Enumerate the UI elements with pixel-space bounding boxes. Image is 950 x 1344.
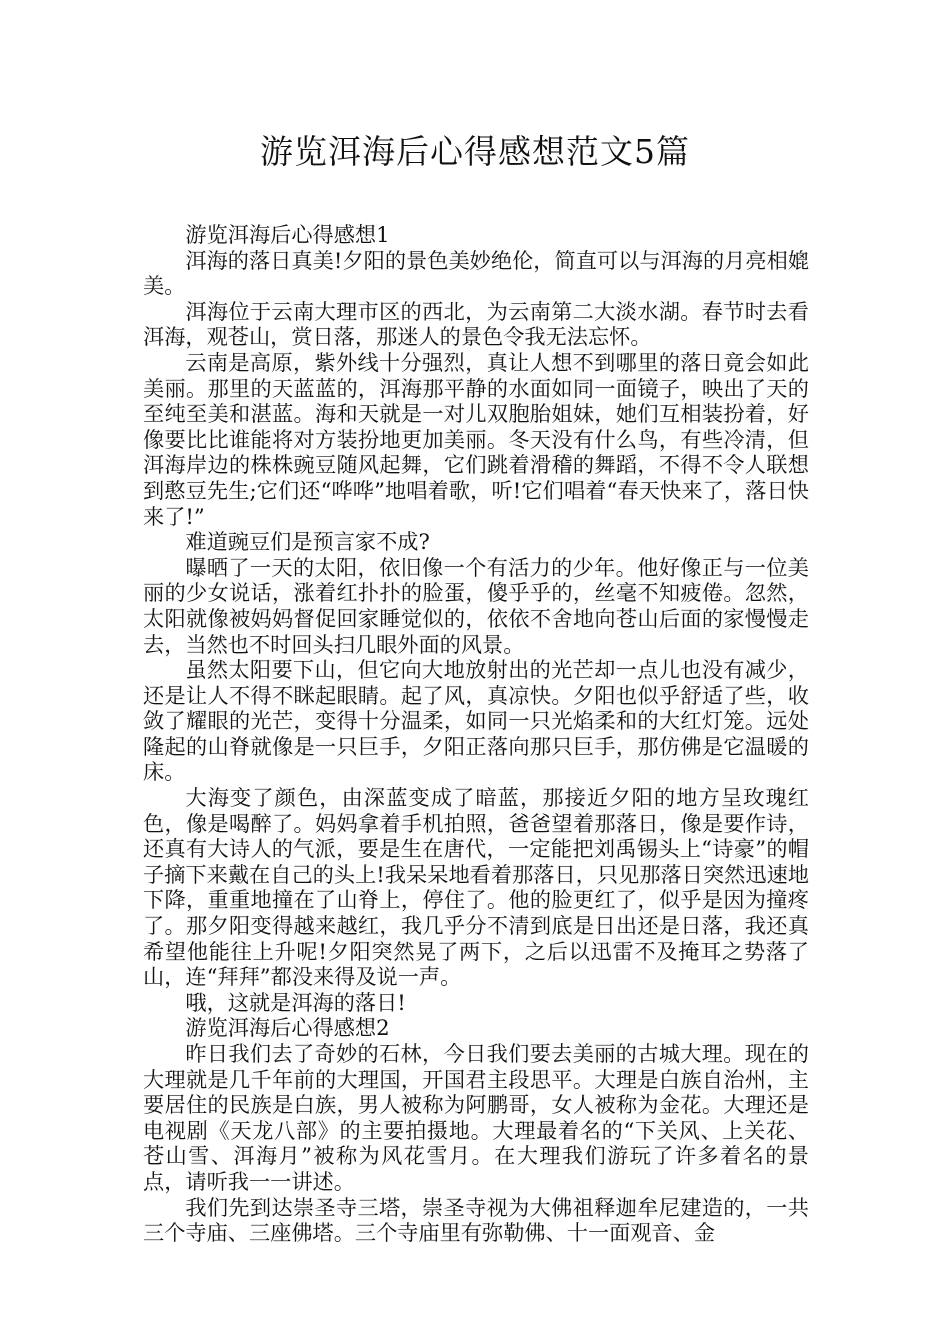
paragraph: 难道豌豆们是预言家不成? [185, 529, 430, 555]
paragraph: 昨日我们去了奇妙的石林，今日我们要去美丽的古城大理。现在的大理就是几千年前的大理国，开国君主段思平。大理是白族自治州，主要居住的民族是白族，男人被称为阿鹏哥，女人被称为金花。大理还是电视剧《天龙八部》的主要拍摄地。大理最着名的“下关风、上关花、苍山雪、洱海月”被称为风花雪月。在大理我们游玩了许多着名的景点，请听我一一讲述。 [143, 1041, 809, 1194]
section-heading: 游览洱海后心得感想1 [185, 222, 390, 247]
paragraph: 洱海位于云南大理市区的西北，为云南第二大淡水湖。春节时去看洱海，观苍山，赏日落，那迷人的景色令我无法忘怀。 [143, 298, 809, 350]
section-heading: 游览洱海后心得感想2 [185, 1015, 390, 1041]
paragraph: 大海变了颜色，由深蓝变成了暗蓝，那接近夕阳的地方呈玫瑰红色，像是喝醉了。妈妈拿着手机拍照，爸爸望着那落日，像是要作诗，还真有大诗人的气派，要是生在唐代，一定能把刘禹锡头上“诗豪”的帽子摘下来戴在自己的头上!我呆呆地看着那落日，只见那落日突然迅速地下降，重重地撞在了山脊上，停住了。他的脸更红了，似乎是因为撞疼了。那夕阳变得越来越红，我几乎分不清到底是日出还是日落，我还真希望他能往上升呢!夕阳突然晃了两下，之后以迅雷不及掩耳之势落了山，连“拜拜”都没来得及说一声。 [143, 785, 809, 990]
paragraph: 云南是高原，紫外线十分强烈，真让人想不到哪里的落日竟会如此美丽。那里的天蓝蓝的，洱海那平静的水面如同一面镜子，映出了天的至纯至美和湛蓝。海和天就是一对儿双胞胎姐妹，她们互相装扮着，好像要比比谁能将对方装扮地更加美丽。冬天没有什么鸟，有些冷清，但洱海岸边的株株豌豆随风起舞，它们跳着滑稽的舞蹈，不得不令人联想到憨豆先生;它们还“哗哗”地唱着歌，听!它们唱着“春天快来了，落日快来了!” [143, 349, 809, 529]
paragraph: 曝晒了一天的太阳，依旧像一个有活力的少年。他好像正与一位美丽的少女说话，涨着红扑扑的脸蛋，傻乎乎的，丝毫不知疲倦。忽然，太阳就像被妈妈督促回家睡觉似的，依依不舍地向苍山后面的家慢慢走去，当然也不时回头扫几眼外面的风景。 [143, 554, 809, 657]
page-title: 游览洱海后心得感想范文5篇 [260, 132, 690, 171]
paragraph: 哦，这就是洱海的落日! [185, 989, 406, 1015]
paragraph: 虽然太阳要下山，但它向大地放射出的光芒却一点儿也没有减少，还是让人不得不眯起眼睛。起了风，真凉快。夕阳也似乎舒适了些，收敛了耀眼的光芒，变得十分温柔，如同一只光焰柔和的大红灯笼。远处隆起的山脊就像是一只巨手，夕阳正落向那只巨手，那仿佛是它温暖的床。 [143, 657, 809, 785]
paragraph: 我们先到达崇圣寺三塔，崇圣寺视为大佛祖释迦牟尼建造的，一共三个寺庙、三座佛塔。三个寺庙里有弥勒佛、十一面观音、金 [143, 1194, 809, 1246]
document-body [143, 222, 809, 1246]
paragraph: 洱海的落日真美!夕阳的景色美妙绝伦，简直可以与洱海的月亮相媲美。 [143, 247, 809, 299]
